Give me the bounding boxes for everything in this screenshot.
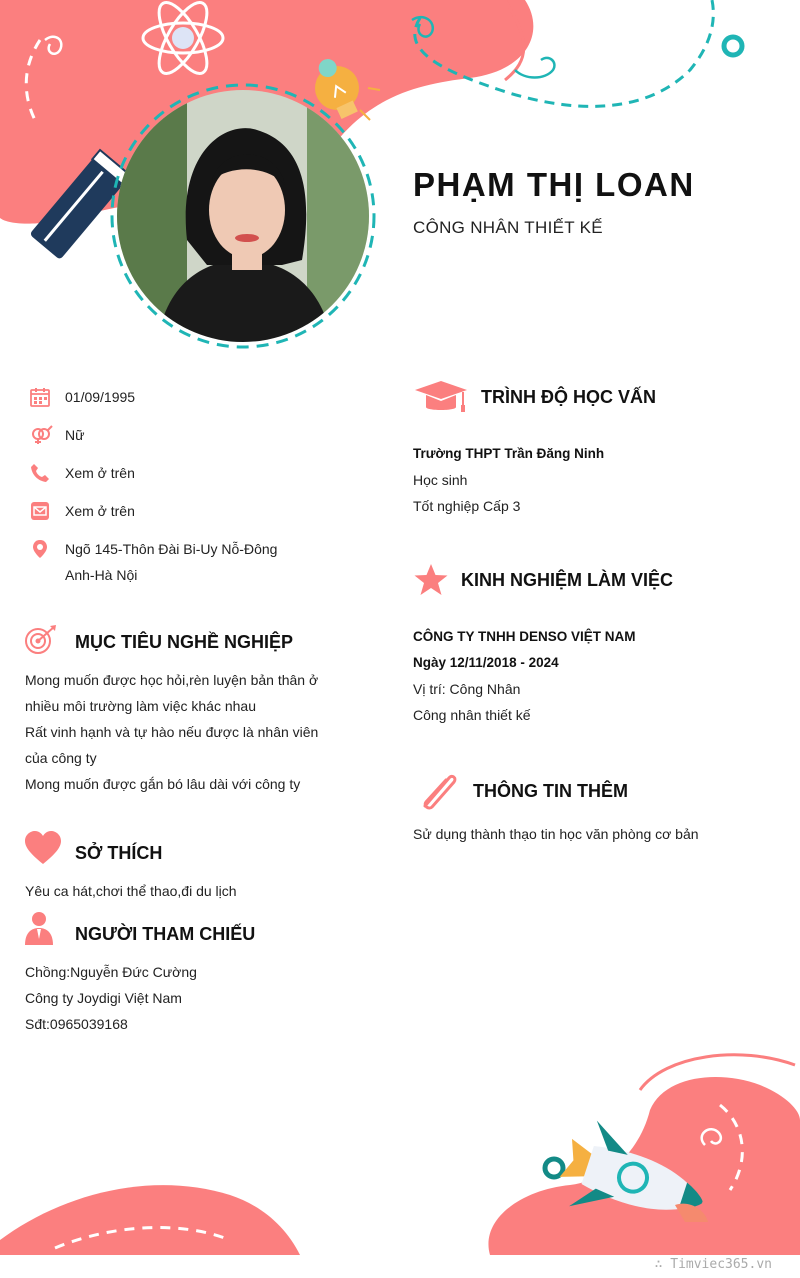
reference-line: Công ty Joydigi Việt Nam: [25, 990, 182, 1006]
objective-line: Mong muốn được gắn bó lâu dài với công ty: [25, 776, 301, 792]
gender-row: [30, 422, 330, 448]
birthday-text: 01/09/1995: [65, 389, 136, 405]
objective-line: Rất vinh hạnh và tự hào nếu được là nhân viên của công ty: [25, 724, 319, 766]
references-text: [25, 959, 330, 1037]
phone-text: Xem ở trên: [65, 465, 135, 481]
location-pin-icon: [30, 539, 50, 559]
address-row: [30, 536, 330, 588]
education-title: TRÌNH ĐỘ HỌC VẤN: [481, 387, 656, 407]
target-icon: [24, 624, 60, 656]
education-role: Học sinh: [413, 472, 468, 488]
experience-details: [413, 624, 773, 728]
education-details: [413, 441, 773, 519]
email-text: Xem ở trên: [65, 503, 135, 519]
hobbies-text: Yêu ca hát,chơi thể thao,đi du lịch: [25, 883, 237, 899]
extra-info-title: THÔNG TIN THÊM: [473, 781, 628, 801]
paperclip-icon: [415, 770, 459, 812]
calendar-icon: [30, 387, 50, 407]
extra-info-text: Sử dụng thành thạo tin học văn phòng cơ bản: [413, 826, 699, 842]
heart-icon: [24, 831, 62, 865]
objective-title: MỤC TIÊU NGHỀ NGHIỆP: [75, 632, 294, 652]
company-name: CÔNG TY TNHH DENSO VIỆT NAM: [413, 629, 636, 644]
reference-line: Chồng:Nguyễn Đức Cường: [25, 964, 197, 980]
school-name: Trường THPT Trần Đăng Ninh: [413, 446, 605, 461]
phone-row: [30, 460, 330, 486]
references-title: NGƯỜI THAM CHIẾU: [75, 924, 256, 944]
phone-icon: [30, 463, 50, 483]
objective-text: [25, 667, 330, 797]
email-icon: [30, 501, 50, 521]
address-text: Ngõ 145-Thôn Đài Bi-Uy Nỗ-Đông Anh-Hà Nội: [65, 541, 278, 583]
gender-text: Nữ: [65, 427, 85, 443]
work-detail: Công nhân thiết kế: [413, 707, 531, 723]
birthday-row: [30, 384, 330, 410]
star-icon: [413, 563, 449, 597]
gender-icon: [30, 425, 54, 445]
work-position: Vị trí: Công Nhân: [413, 681, 521, 697]
experience-title: KINH NGHIỆM LÀM VIỆC: [461, 570, 674, 590]
watermark: ∴ Timviec365.vn: [654, 1257, 772, 1272]
graduation-cap-icon: [413, 380, 469, 414]
person-icon: [24, 911, 54, 945]
reference-line: Sđt:0965039168: [25, 1016, 128, 1032]
profile-photo: [117, 90, 369, 342]
job-title: CÔNG NHÂN THIẾT KẾ: [413, 218, 603, 237]
candidate-name: PHẠM THỊ LOAN: [413, 166, 695, 203]
email-row: [30, 498, 330, 524]
objective-line: Mong muốn được học hỏi,rèn luyện bản thân ở nhiều môi trường làm việc khác nhau: [25, 672, 319, 714]
hobbies-title: SỞ THÍCH: [75, 843, 163, 863]
education-detail: Tốt nghiệp Cấp 3: [413, 498, 521, 514]
work-period: Ngày 12/11/2018 - 2024: [413, 655, 559, 670]
